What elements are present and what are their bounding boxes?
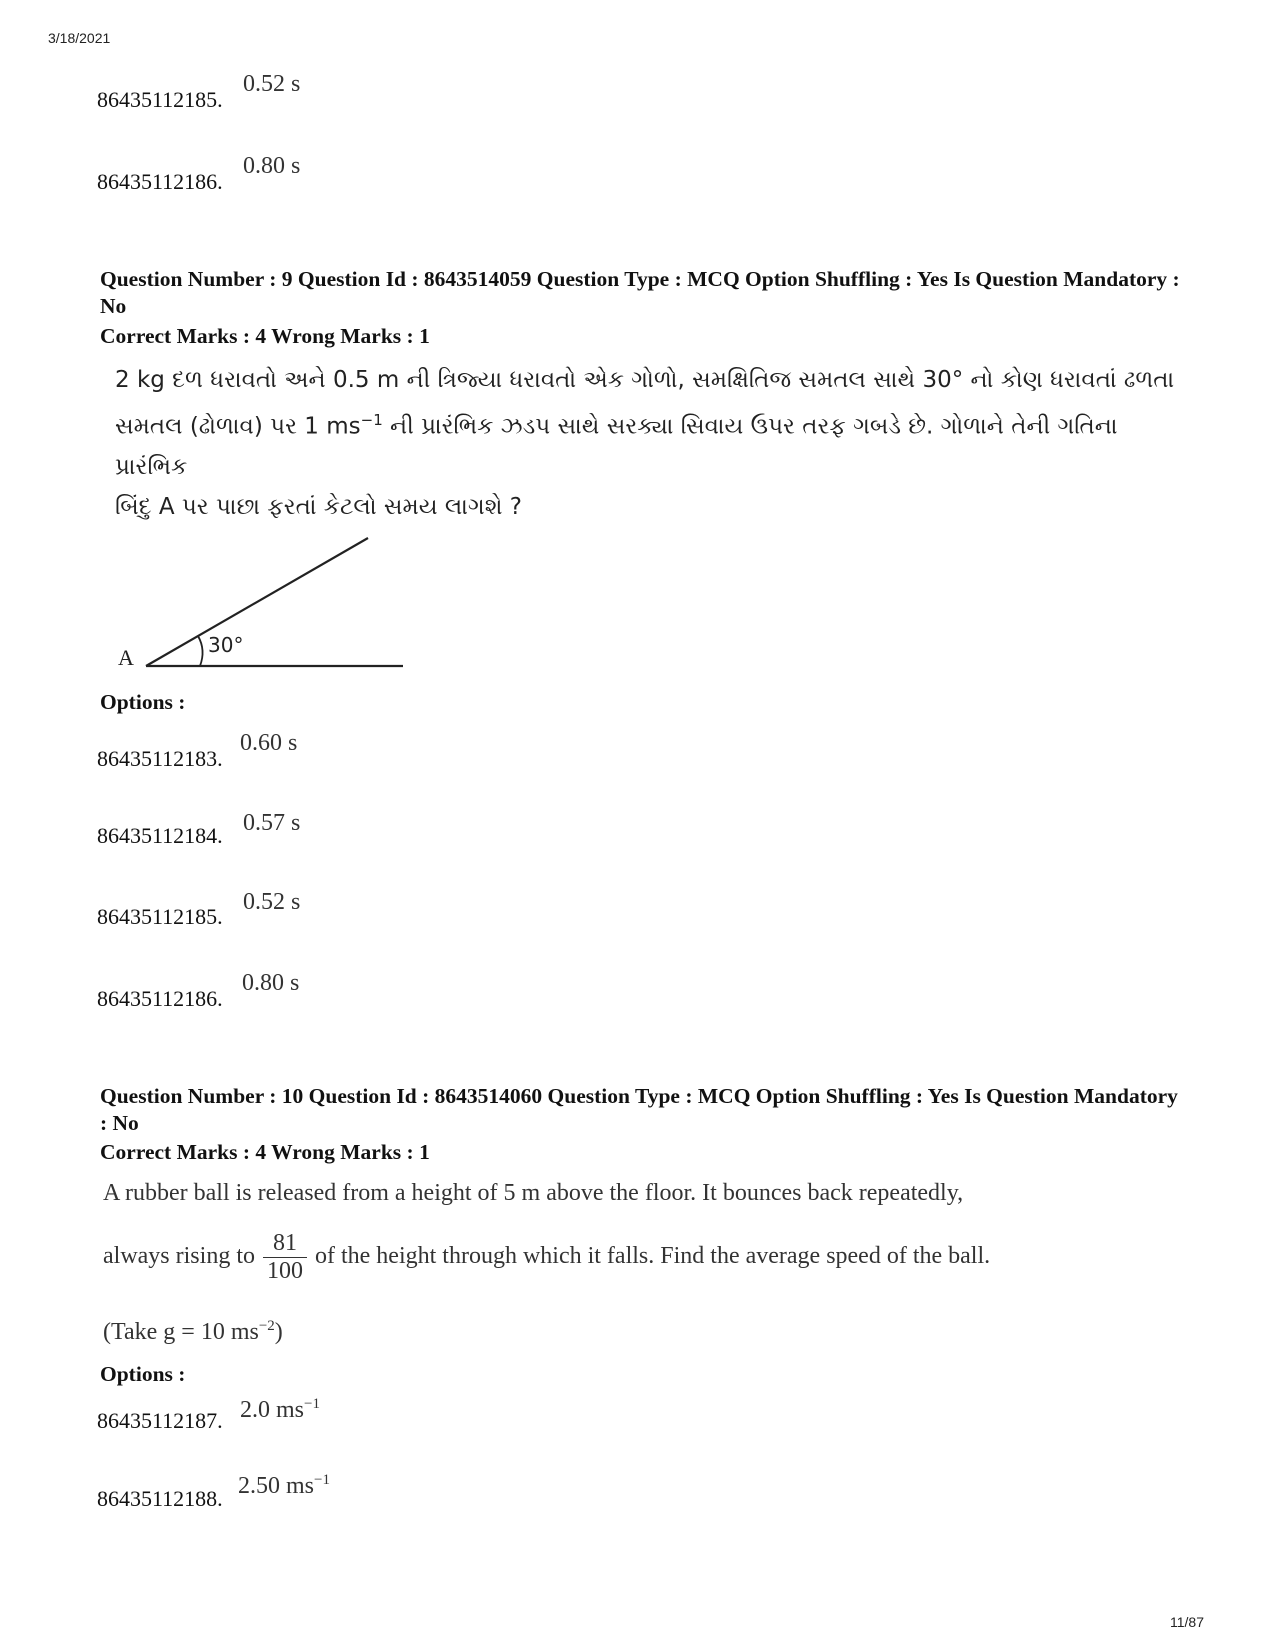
text-segment: always rising to bbox=[103, 1243, 255, 1270]
option-id: 86435112185. bbox=[97, 904, 223, 929]
superscript: −1 bbox=[314, 1472, 330, 1488]
fraction-numerator: 81 bbox=[263, 1230, 307, 1258]
question-marks: Correct Marks : 4 Wrong Marks : 1 bbox=[100, 324, 430, 348]
superscript: −1 bbox=[304, 1396, 320, 1412]
question-text-line bbox=[103, 1230, 990, 1285]
superscript: −1 bbox=[360, 411, 383, 429]
text-segment: ની પ્રારંભિક ઝડપ સાથે સરક્યા સિવાય ઉપર તરફ ગબડે છે. ગોળાને તેની ગતિના પ્રારંભિક bbox=[115, 413, 1118, 480]
page-number: 11/87 bbox=[1170, 1614, 1204, 1630]
option-id: 86435112185. bbox=[97, 87, 223, 112]
question-text-line: 2 kg દળ ધરાવતો અને 0.5 m ની ત્રિજ્યા ધરાવતો એક ગોળો, સમક્ષિતિજ સમતલ સાથે 30° નો કોણ ધરાવતાં ઢળતા bbox=[115, 367, 1175, 393]
fraction-denominator: 100 bbox=[266, 1258, 303, 1284]
option-id: 86435112186. bbox=[97, 986, 223, 1011]
option-value bbox=[238, 1472, 330, 1500]
question-marks: Correct Marks : 4 Wrong Marks : 1 bbox=[100, 1140, 430, 1164]
options-label: Options : bbox=[100, 1362, 186, 1386]
question-text-line: બિંદુ A પર પાછા ફરતાં કેટલો સમય લાગશે ? bbox=[115, 493, 522, 520]
incline-diagram bbox=[110, 530, 410, 680]
question-text-line bbox=[103, 1318, 283, 1346]
question-header: Question Number : 9 Question Id : 8643514059 Question Type : MCQ Option Shuffling : Yes Is Question Mandatory : No bbox=[100, 267, 1180, 318]
option-value: 0.80 s bbox=[242, 970, 300, 996]
text-segment: સમતલ (ઢોળાવ) પર 1 ms bbox=[115, 413, 361, 440]
option-id: 86435112183. bbox=[97, 746, 223, 771]
point-label: A bbox=[118, 645, 134, 670]
text-segment: 2.50 ms bbox=[238, 1473, 315, 1499]
fraction bbox=[263, 1230, 307, 1285]
question-text-line bbox=[115, 400, 1175, 487]
question-header: Question Number : 10 Question Id : 8643514060 Question Type : MCQ Option Shuffling : Yes Is Question Mandatory : No bbox=[100, 1084, 1178, 1135]
angle-label: 30° bbox=[208, 633, 244, 657]
option-value: 0.57 s bbox=[243, 810, 301, 836]
print-date: 3/18/2021 bbox=[48, 30, 111, 46]
option-value: 0.60 s bbox=[240, 730, 298, 756]
option-value: 0.52 s bbox=[243, 889, 301, 915]
option-id: 86435112184. bbox=[97, 823, 223, 848]
option-id: 86435112186. bbox=[97, 169, 223, 194]
option-id: 86435112187. bbox=[97, 1408, 223, 1433]
text-segment: (Take g = 10 ms bbox=[103, 1319, 259, 1345]
text-segment: of the height through which it falls. Find the average speed of the ball. bbox=[314, 1243, 991, 1270]
option-value bbox=[240, 1396, 320, 1424]
option-value: 0.80 s bbox=[243, 153, 301, 179]
question-text bbox=[115, 360, 1175, 527]
options-label: Options : bbox=[100, 690, 186, 714]
superscript: −2 bbox=[258, 1318, 275, 1334]
text-segment: 2.0 ms bbox=[240, 1397, 305, 1423]
incline-line bbox=[146, 538, 368, 666]
option-value: 0.52 s bbox=[243, 71, 301, 97]
option-id: 86435112188. bbox=[97, 1486, 223, 1511]
question-text-line: A rubber ball is released from a height of 5 m above the floor. It bounces back repeatedly, bbox=[103, 1180, 964, 1206]
text-segment: ) bbox=[274, 1319, 283, 1345]
angle-arc bbox=[198, 636, 203, 666]
